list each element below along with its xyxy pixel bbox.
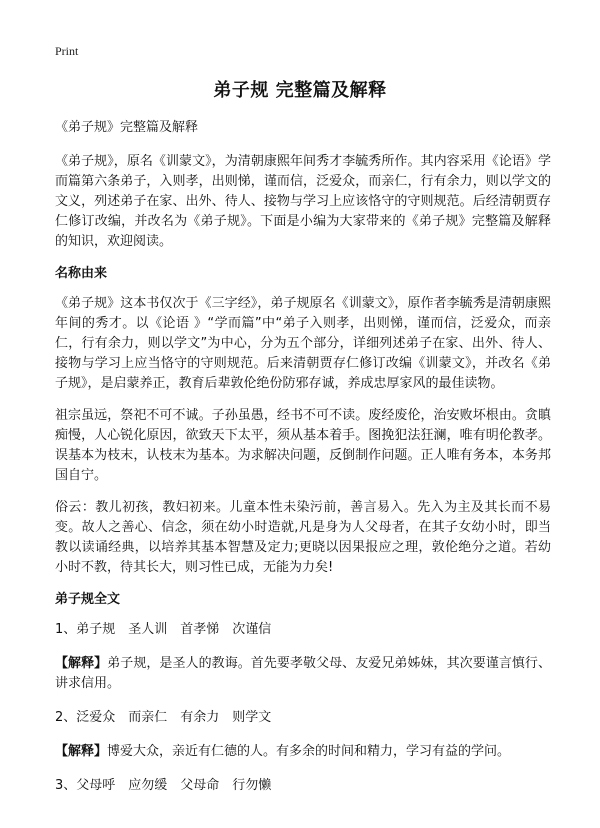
verse-text: 3、父母呼 应勿缓 父母命 行勿懒 xyxy=(55,778,272,793)
explanation-text: 博爱大众，亲近有仁德的人。有多余的时间和精力，学习有益的学问。 xyxy=(107,744,511,759)
verse-text: 2、泛爱众 而亲仁 有余力 则学文 xyxy=(55,710,272,725)
verse-line xyxy=(55,620,551,640)
origin-paragraph-2: 祖宗虽远，祭祀不可不诚。子孙虽愚，经书不可不读。废经废伦，治安败坏根由。贪瞋痴慢，人心锐化原因，欲致天下太平，须从基本着手。图挽犯法狂澜，唯有明伦教孝。误基本为枝末，认枝末为基本。为求解决问题，反倒制作问题。正人唯有务本，本务邦国自宁。 xyxy=(55,408,551,483)
verse-line xyxy=(55,708,551,728)
verse-explanation xyxy=(55,742,551,762)
explanation-label: 【解释】 xyxy=(55,656,108,671)
subtitle: 《弟子规》完整篇及解释 xyxy=(55,120,199,135)
section-heading-full-text: 弟子规全文 xyxy=(55,592,121,607)
verse-line xyxy=(55,776,551,796)
page-title: 弟子规 完整篇及解释 xyxy=(213,80,387,101)
article-body xyxy=(55,118,551,810)
intro-paragraph: 《弟子规》，原名《训蒙文》，为清朝康熙年间秀才李毓秀所作。其内容采用《论语》学而篇第六条弟子，入则孝，出则悌，谨而信，泛爱众，而亲仁，行有余力，则以学文的文义，列述弟子在家、出外、待人、接物与学习上应该恪守的守则规范。后经清朝贾存仁修订改编，并改名为《弟子规》。下面是小编为大家带来的《弟子规》完整篇及解释的知识，欢迎阅读。 xyxy=(55,154,551,249)
explanation-text: 弟子规，是圣人的教诲。首先要孝敬父母、友爱兄弟姊妹，其次要谨言慎行、讲求信用。 xyxy=(55,656,551,691)
section-heading-origin: 名称由来 xyxy=(55,266,108,281)
explanation-label: 【解释】 xyxy=(55,744,108,759)
verse-text: 1、弟子规 圣人训 首孝悌 次谨信 xyxy=(55,622,272,637)
origin-paragraph-3: 俗云：教儿初孩，教妇初来。儿童本性未染污前，善言易入。先入为主及其长而不易变。故人之善心、信念，须在幼小时造就,凡是身为人父母者，在其子女幼小时，即当教以读诵经典，以培养其基本智慧及定力;更晓以因果报应之理，敦伦绝分之道。若幼小时不教，待其长大，则习性已成，无能为力矣! xyxy=(55,500,551,575)
origin-paragraph-1: 《弟子规》这本书仅次于《三字经》，弟子规原名《训蒙文》，原作者李毓秀是清朝康熙年间的秀才。以《论语 》“学而篇”中“弟子入则孝，出则悌，谨而信，泛爱众，而亲仁，行有余力，则以学文”为中心，分为五个部分，详细列述弟子在家、出外、待人、接物与学习上应当恪守的守则规范。后来清朝贾存仁修订改编《训蒙文》，并改名《弟子规》，是启蒙养正，教育后辈敦伦绝份防邪存诚，养成忠厚家风的最佳读物。 xyxy=(55,296,551,391)
print-link[interactable]: Print xyxy=(55,44,79,58)
verse-explanation xyxy=(55,654,551,694)
